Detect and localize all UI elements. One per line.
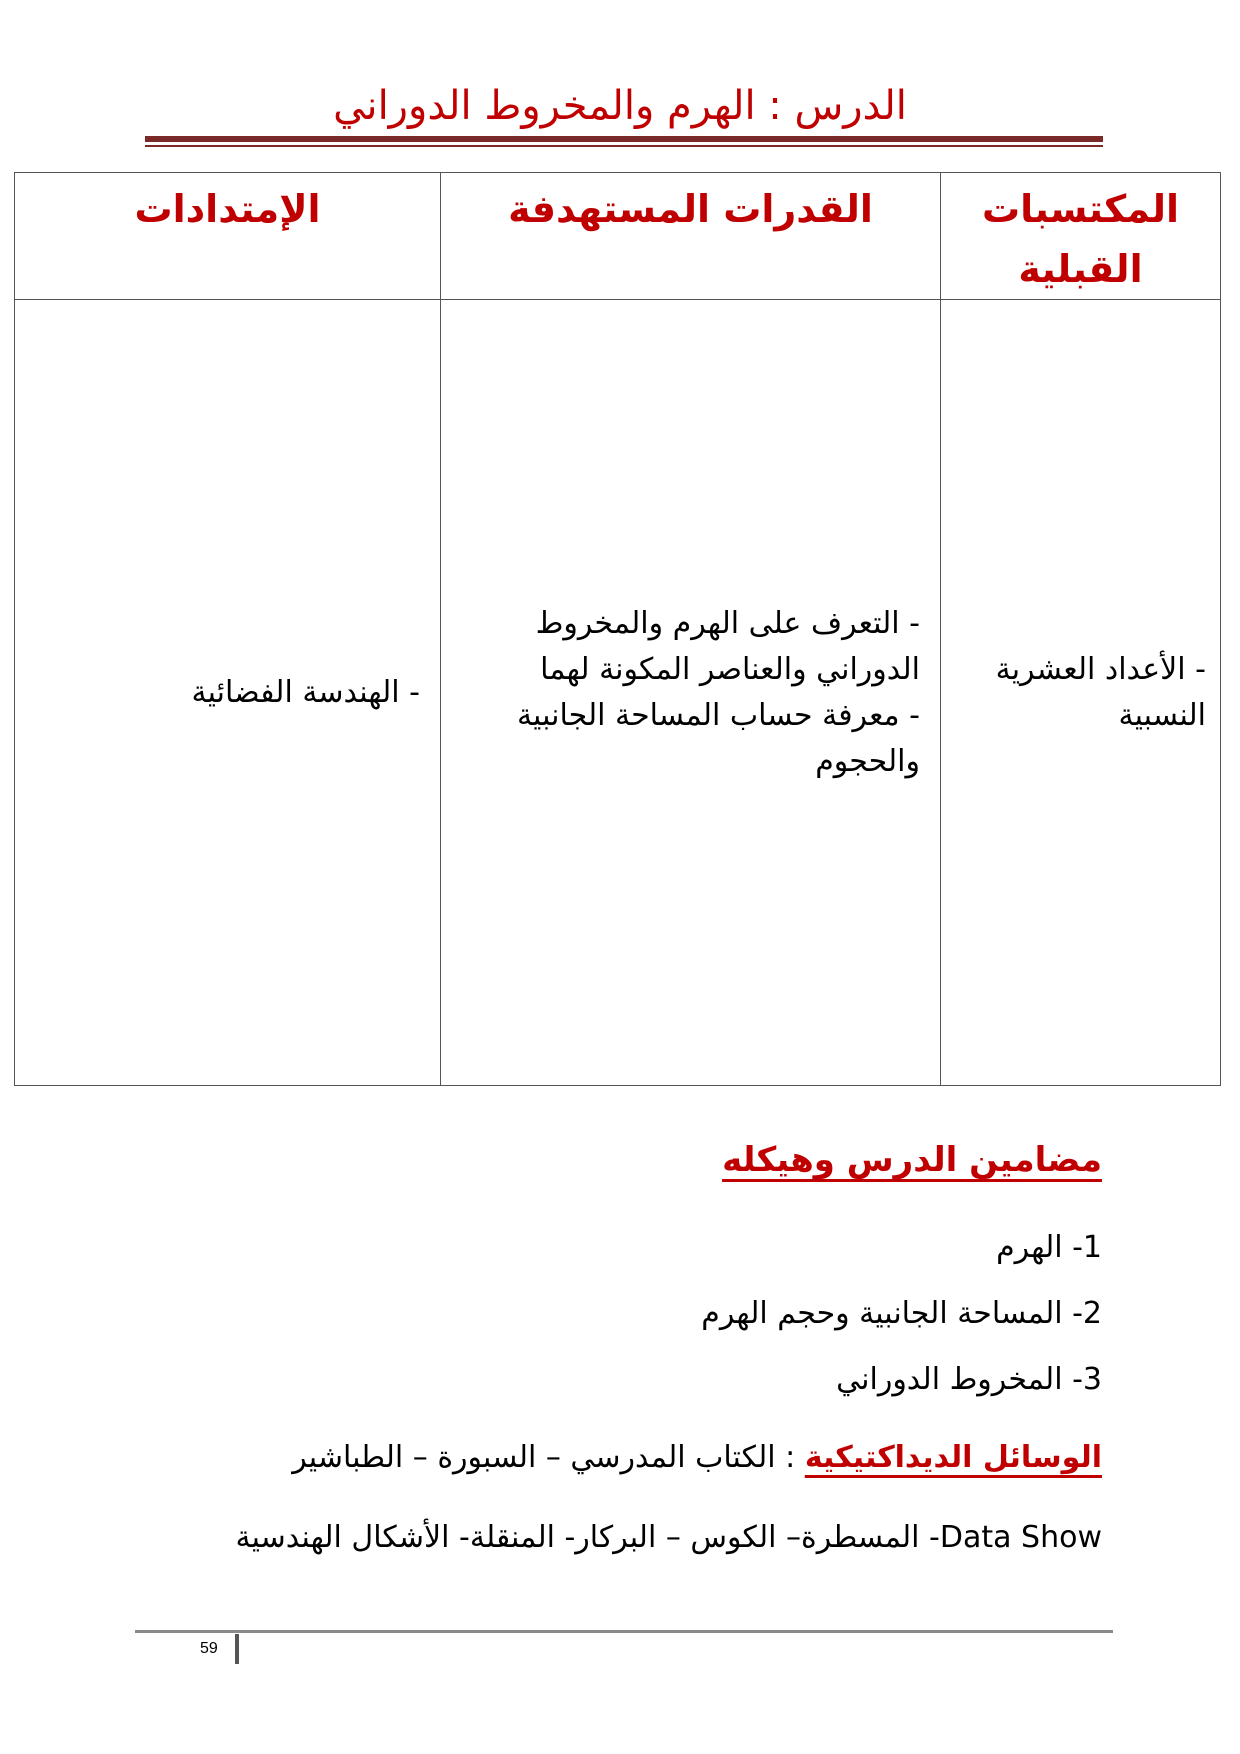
prior-line1: - الأعداد العشرية <box>995 651 1206 687</box>
contents-item-1: 1- الهرم <box>996 1230 1102 1265</box>
contents-heading: مضامين الدرس وهيكله <box>722 1140 1102 1180</box>
title-underline-thin <box>145 145 1103 147</box>
tools-list-2: Data Show- المسطرة– الكوس – البركار- المنقلة- الأشكال الهندسية <box>235 1520 1102 1555</box>
footer-divider <box>235 1634 239 1664</box>
prior-cell <box>941 300 1221 1086</box>
extensions-cell <box>15 300 441 1086</box>
targeted-line1: - التعرف على الهرم والمخروط <box>535 605 920 641</box>
extensions-line: - الهندسة الفضائية <box>191 674 420 710</box>
header-extensions-cell <box>15 173 441 300</box>
lesson-table <box>14 172 1221 1086</box>
targeted-line3: - معرفة حساب المساحة الجانبية <box>516 697 920 733</box>
targeted-line4: والحجوم <box>815 743 920 779</box>
header-extensions: الإمتدادات <box>134 187 321 231</box>
header-targeted: القدرات المستهدفة <box>508 187 873 231</box>
footer-rule <box>135 1630 1113 1633</box>
contents-item-2: 2- المساحة الجانبية وحجم الهرم <box>701 1296 1102 1331</box>
prior-line2: النسبية <box>1118 697 1206 733</box>
tools-list-1: : الكتاب المدرسي – السبورة – الطباشير <box>292 1440 805 1475</box>
header-prior-line1: المكتسبات <box>981 187 1179 231</box>
contents-item-3: 3- المخروط الدوراني <box>836 1362 1102 1397</box>
page-number: 59 <box>200 1640 218 1657</box>
lesson-title: الدرس : الهرم والمخروط الدوراني <box>333 83 907 129</box>
header-prior-cell <box>941 173 1221 300</box>
tools-line <box>292 1440 1102 1475</box>
targeted-cell <box>441 300 941 1086</box>
header-prior-line2: القبلية <box>1018 247 1143 291</box>
header-targeted-cell <box>441 173 941 300</box>
targeted-line2: الدوراني والعناصر المكونة لهما <box>540 651 920 687</box>
tools-label: الوسائل الديداكتيكية <box>804 1440 1102 1475</box>
title-underline-thick <box>145 136 1103 142</box>
